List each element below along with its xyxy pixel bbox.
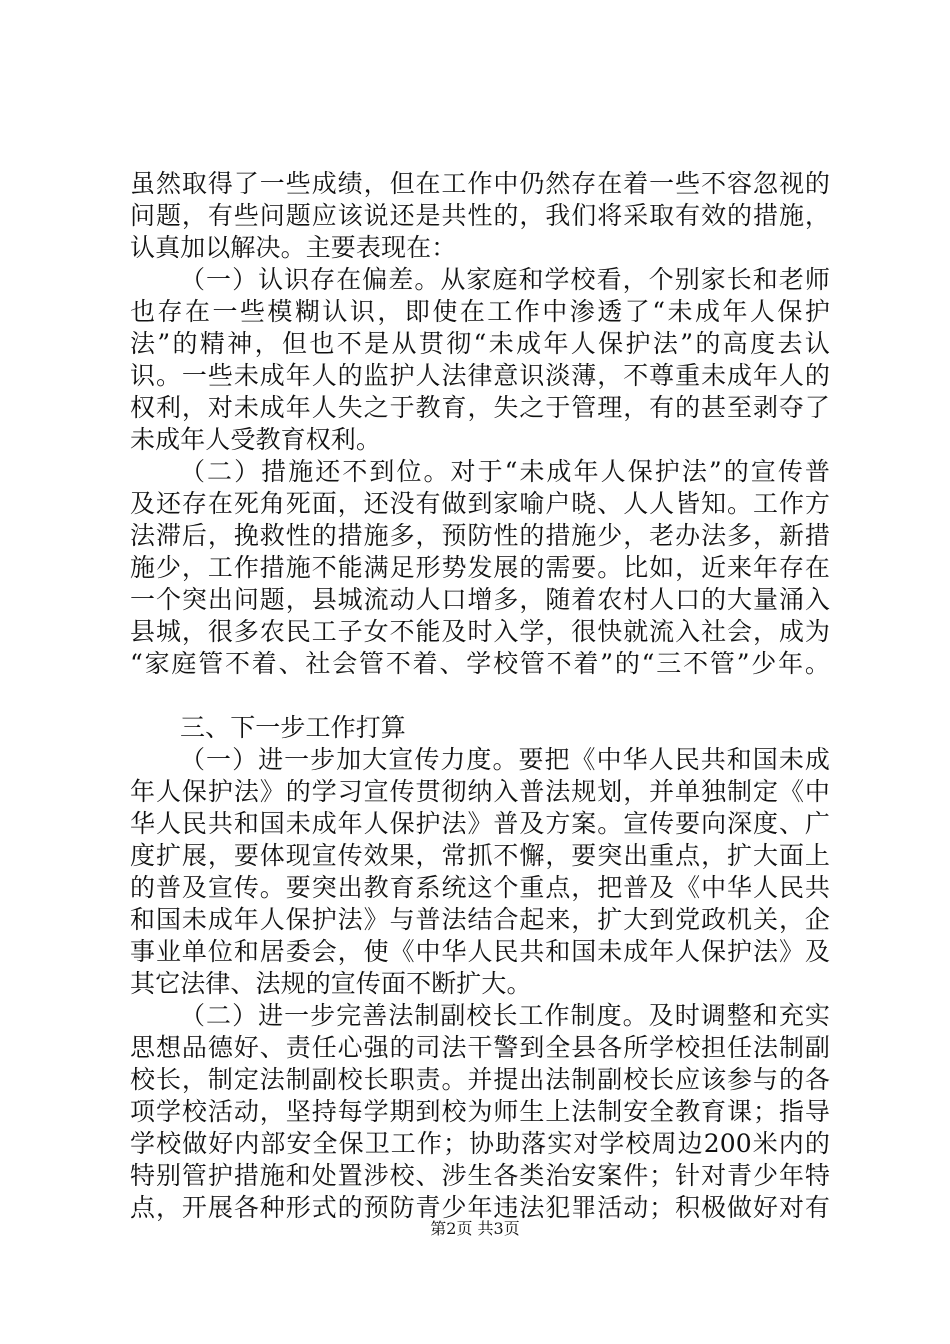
paragraph-publicity (130, 744, 830, 1000)
paragraph-continuation (130, 168, 830, 264)
text-line: 华人民共和国未成年人保护法》普及方案。宣传要向深度、广 (130, 809, 830, 838)
text-line: 未成年人受教育权利。 (130, 425, 382, 454)
text-line: 事业单位和居委会，使《中华人民共和国未成年人保护法》及 (130, 937, 830, 966)
text-line: 一个突出问题，县城流动人口增多，随着农村人口的大量涌入 (130, 585, 830, 614)
text-line: 特别管护措施和处置涉校、涉生各类治安案件；针对青少年特 (130, 1161, 830, 1190)
text-line: 法”的精神，但也不是从贯彻“未成年人保护法”的高度去认 (130, 329, 830, 358)
text-line: 其它法律、法规的宣传面不断扩大。 (130, 969, 532, 998)
text-line: 学校做好内部安全保卫工作；协助落实对学校周边200米内的 (130, 1129, 830, 1158)
text-line: （二）进一步完善法制副校长工作制度。及时调整和充实 (180, 1001, 830, 1030)
text-line: 法滞后，挽救性的措施多，预防性的措施少，老办法多，新措 (130, 521, 830, 550)
text-line: （一）认识存在偏差。从家庭和学校看，个别家长和老师 (180, 265, 830, 294)
text-line: （一）进一步加大宣传力度。要把《中华人民共和国未成 (180, 745, 830, 774)
text-line: 及还存在死角死面，还没有做到家喻户晓、人人皆知。工作方 (130, 489, 830, 518)
text-line: 项学校活动，坚持每学期到校为师生上法制安全教育课；指导 (130, 1097, 830, 1126)
text-line: 点，开展各种形式的预防青少年违法犯罪活动；积极做好对有 (130, 1193, 830, 1222)
text-line: “家庭管不着、社会管不着、学校管不着”的“三不管”少年。 (130, 649, 830, 678)
paragraph-legal-vice-principal (130, 1000, 830, 1224)
text-line: 虽然取得了一些成绩，但在工作中仍然存在着一些不容忽视的 (130, 169, 830, 198)
text-line: 年人保护法》的学习宣传贯彻纳入普法规划，并单独制定《中 (130, 777, 830, 806)
text-line: 问题，有些问题应该说还是共性的，我们将采取有效的措施， (130, 201, 830, 230)
text-line: 权利，对未成年人失之于教育，失之于管理，有的甚至剥夺了 (130, 393, 830, 422)
text-line: 施少，工作措施不能满足形势发展的需要。比如，近来年存在 (130, 553, 830, 582)
text-line: 也存在一些模糊认识，即使在工作中渗透了“未成年人保护 (130, 297, 830, 326)
text-line: 县城，很多农民工子女不能及时入学，很快就流入社会，成为 (130, 617, 830, 646)
document-body (130, 168, 830, 1224)
page-number-label: 第2页 共3页 (430, 1219, 520, 1238)
text-line: 和国未成年人保护法》与普法结合起来，扩大到党政机关，企 (130, 905, 830, 934)
text-line: 认真加以解决。主要表现在： (130, 233, 457, 262)
section-heading-text: 三、下一步工作打算 (180, 713, 406, 742)
text-line: （二）措施还不到位。对于“未成年人保护法”的宣传普 (180, 457, 830, 486)
text-line: 的普及宣传。要突出教育系统这个重点，把普及《中华人民共 (130, 873, 830, 902)
section-heading (130, 712, 830, 744)
paragraph-measures-insufficient (130, 456, 830, 680)
text-line: 度扩展，要体现宣传效果，常抓不懈，要突出重点，扩大面上 (130, 841, 830, 870)
paragraph-spacer (130, 680, 830, 712)
text-line: 校长，制定法制副校长职责。并提出法制副校长应该参与的各 (130, 1065, 830, 1094)
text-line: 识。一些未成年人的监护人法律意识淡薄，不尊重未成年人的 (130, 361, 830, 390)
paragraph-awareness-deviation (130, 264, 830, 456)
text-line: 思想品德好、责任心强的司法干警到全县各所学校担任法制副 (130, 1033, 830, 1062)
page-footer (0, 1218, 950, 1240)
